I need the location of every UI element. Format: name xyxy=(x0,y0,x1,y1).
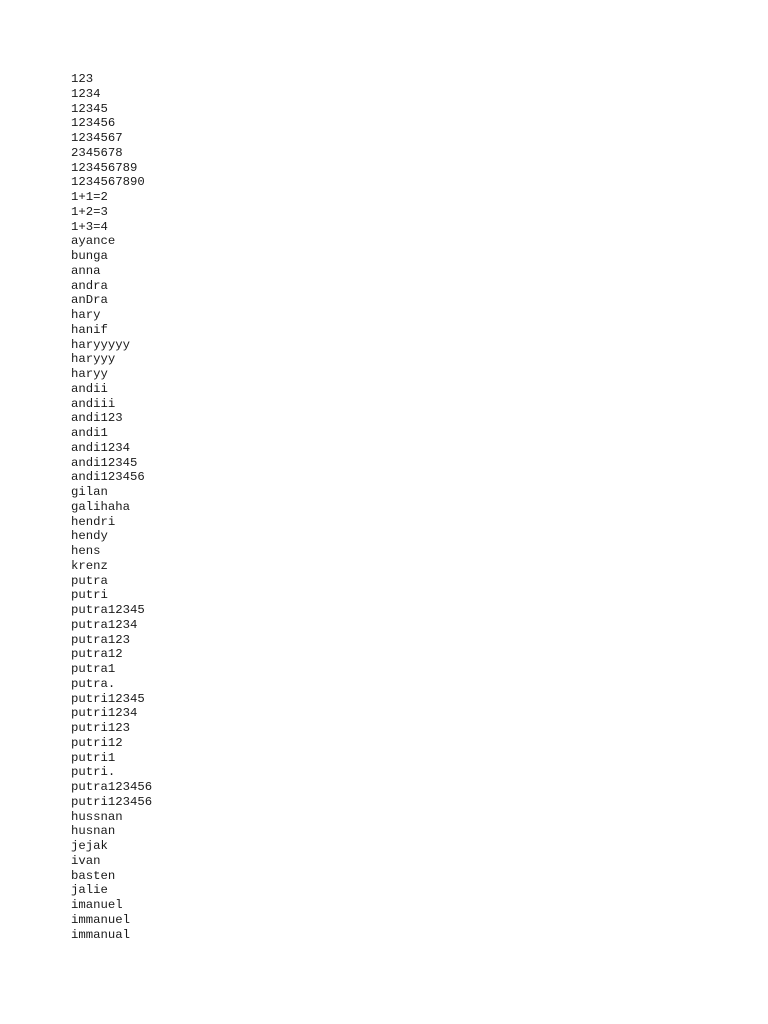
text-line: bunga xyxy=(71,249,108,263)
text-line: 123456789 xyxy=(71,160,138,175)
text-line: krenz xyxy=(71,558,108,573)
text-line: putra12 xyxy=(71,647,123,662)
text-line: andi1 xyxy=(71,426,108,440)
text-line: husnan xyxy=(71,824,116,839)
text-line: putra1 xyxy=(71,662,116,676)
text-line: 1+2=3 xyxy=(71,204,108,219)
text-line: 123 xyxy=(71,72,94,86)
text-line: putra. xyxy=(71,676,116,691)
text-line: ayance xyxy=(71,234,116,249)
text-line: putri1 xyxy=(71,750,116,765)
text-line: 1234 xyxy=(71,86,101,101)
text-line: galihaha xyxy=(71,499,131,514)
text-line: anna xyxy=(71,263,101,278)
text-line: jalie xyxy=(71,883,108,898)
text-line: immanuel xyxy=(71,912,131,927)
text-line: putri12 xyxy=(71,735,123,750)
text-line: andi123456 xyxy=(71,470,145,485)
text-line: jejak xyxy=(71,839,108,853)
text-line: haryy xyxy=(71,367,108,381)
text-line: 1+3=4 xyxy=(71,219,108,234)
text-line: hendy xyxy=(71,529,108,544)
text-line: putra123456 xyxy=(71,780,153,794)
text-line: andiii xyxy=(71,396,116,411)
text-line: 123456 xyxy=(71,116,116,131)
text-line: putra12345 xyxy=(71,603,145,617)
text-line: putra123 xyxy=(71,632,131,647)
text-line: hendri xyxy=(71,514,116,529)
text-line: 1+1=2 xyxy=(71,190,108,204)
text-line: putri. xyxy=(71,765,116,780)
text-line: basten xyxy=(71,868,116,883)
text-line: gilan xyxy=(71,485,108,499)
text-line: ivan xyxy=(71,853,101,868)
text-line: andra xyxy=(71,278,108,293)
text-line: putri12345 xyxy=(71,691,145,706)
text-line: haryyy xyxy=(71,352,116,367)
text-line: andii xyxy=(71,381,108,396)
text-line: hens xyxy=(71,544,101,558)
text-line: imanuel xyxy=(71,898,123,912)
text-line: 12345 xyxy=(71,101,108,116)
text-line: 2345678 xyxy=(71,145,123,160)
text-line: immanual xyxy=(71,927,131,942)
text-line: 1234567 xyxy=(71,131,123,145)
text-line: putra xyxy=(71,573,108,588)
text-line: andi12345 xyxy=(71,455,138,470)
text-line: putri1234 xyxy=(71,706,138,721)
text-line: putri123456 xyxy=(71,794,153,809)
text-line: putri123 xyxy=(71,721,131,735)
text-line: hanif xyxy=(71,322,108,337)
text-line: hussnan xyxy=(71,809,123,824)
text-line: putri xyxy=(71,588,108,603)
text-line: andi123 xyxy=(71,411,123,426)
text-line: haryyyyy xyxy=(71,337,131,352)
text-line: hary xyxy=(71,308,101,322)
text-lines xyxy=(71,72,152,942)
text-line: 1234567890 xyxy=(71,175,145,190)
text-line: anDra xyxy=(71,293,108,308)
text-line: andi1234 xyxy=(71,440,131,455)
text-line: putra1234 xyxy=(71,617,138,632)
